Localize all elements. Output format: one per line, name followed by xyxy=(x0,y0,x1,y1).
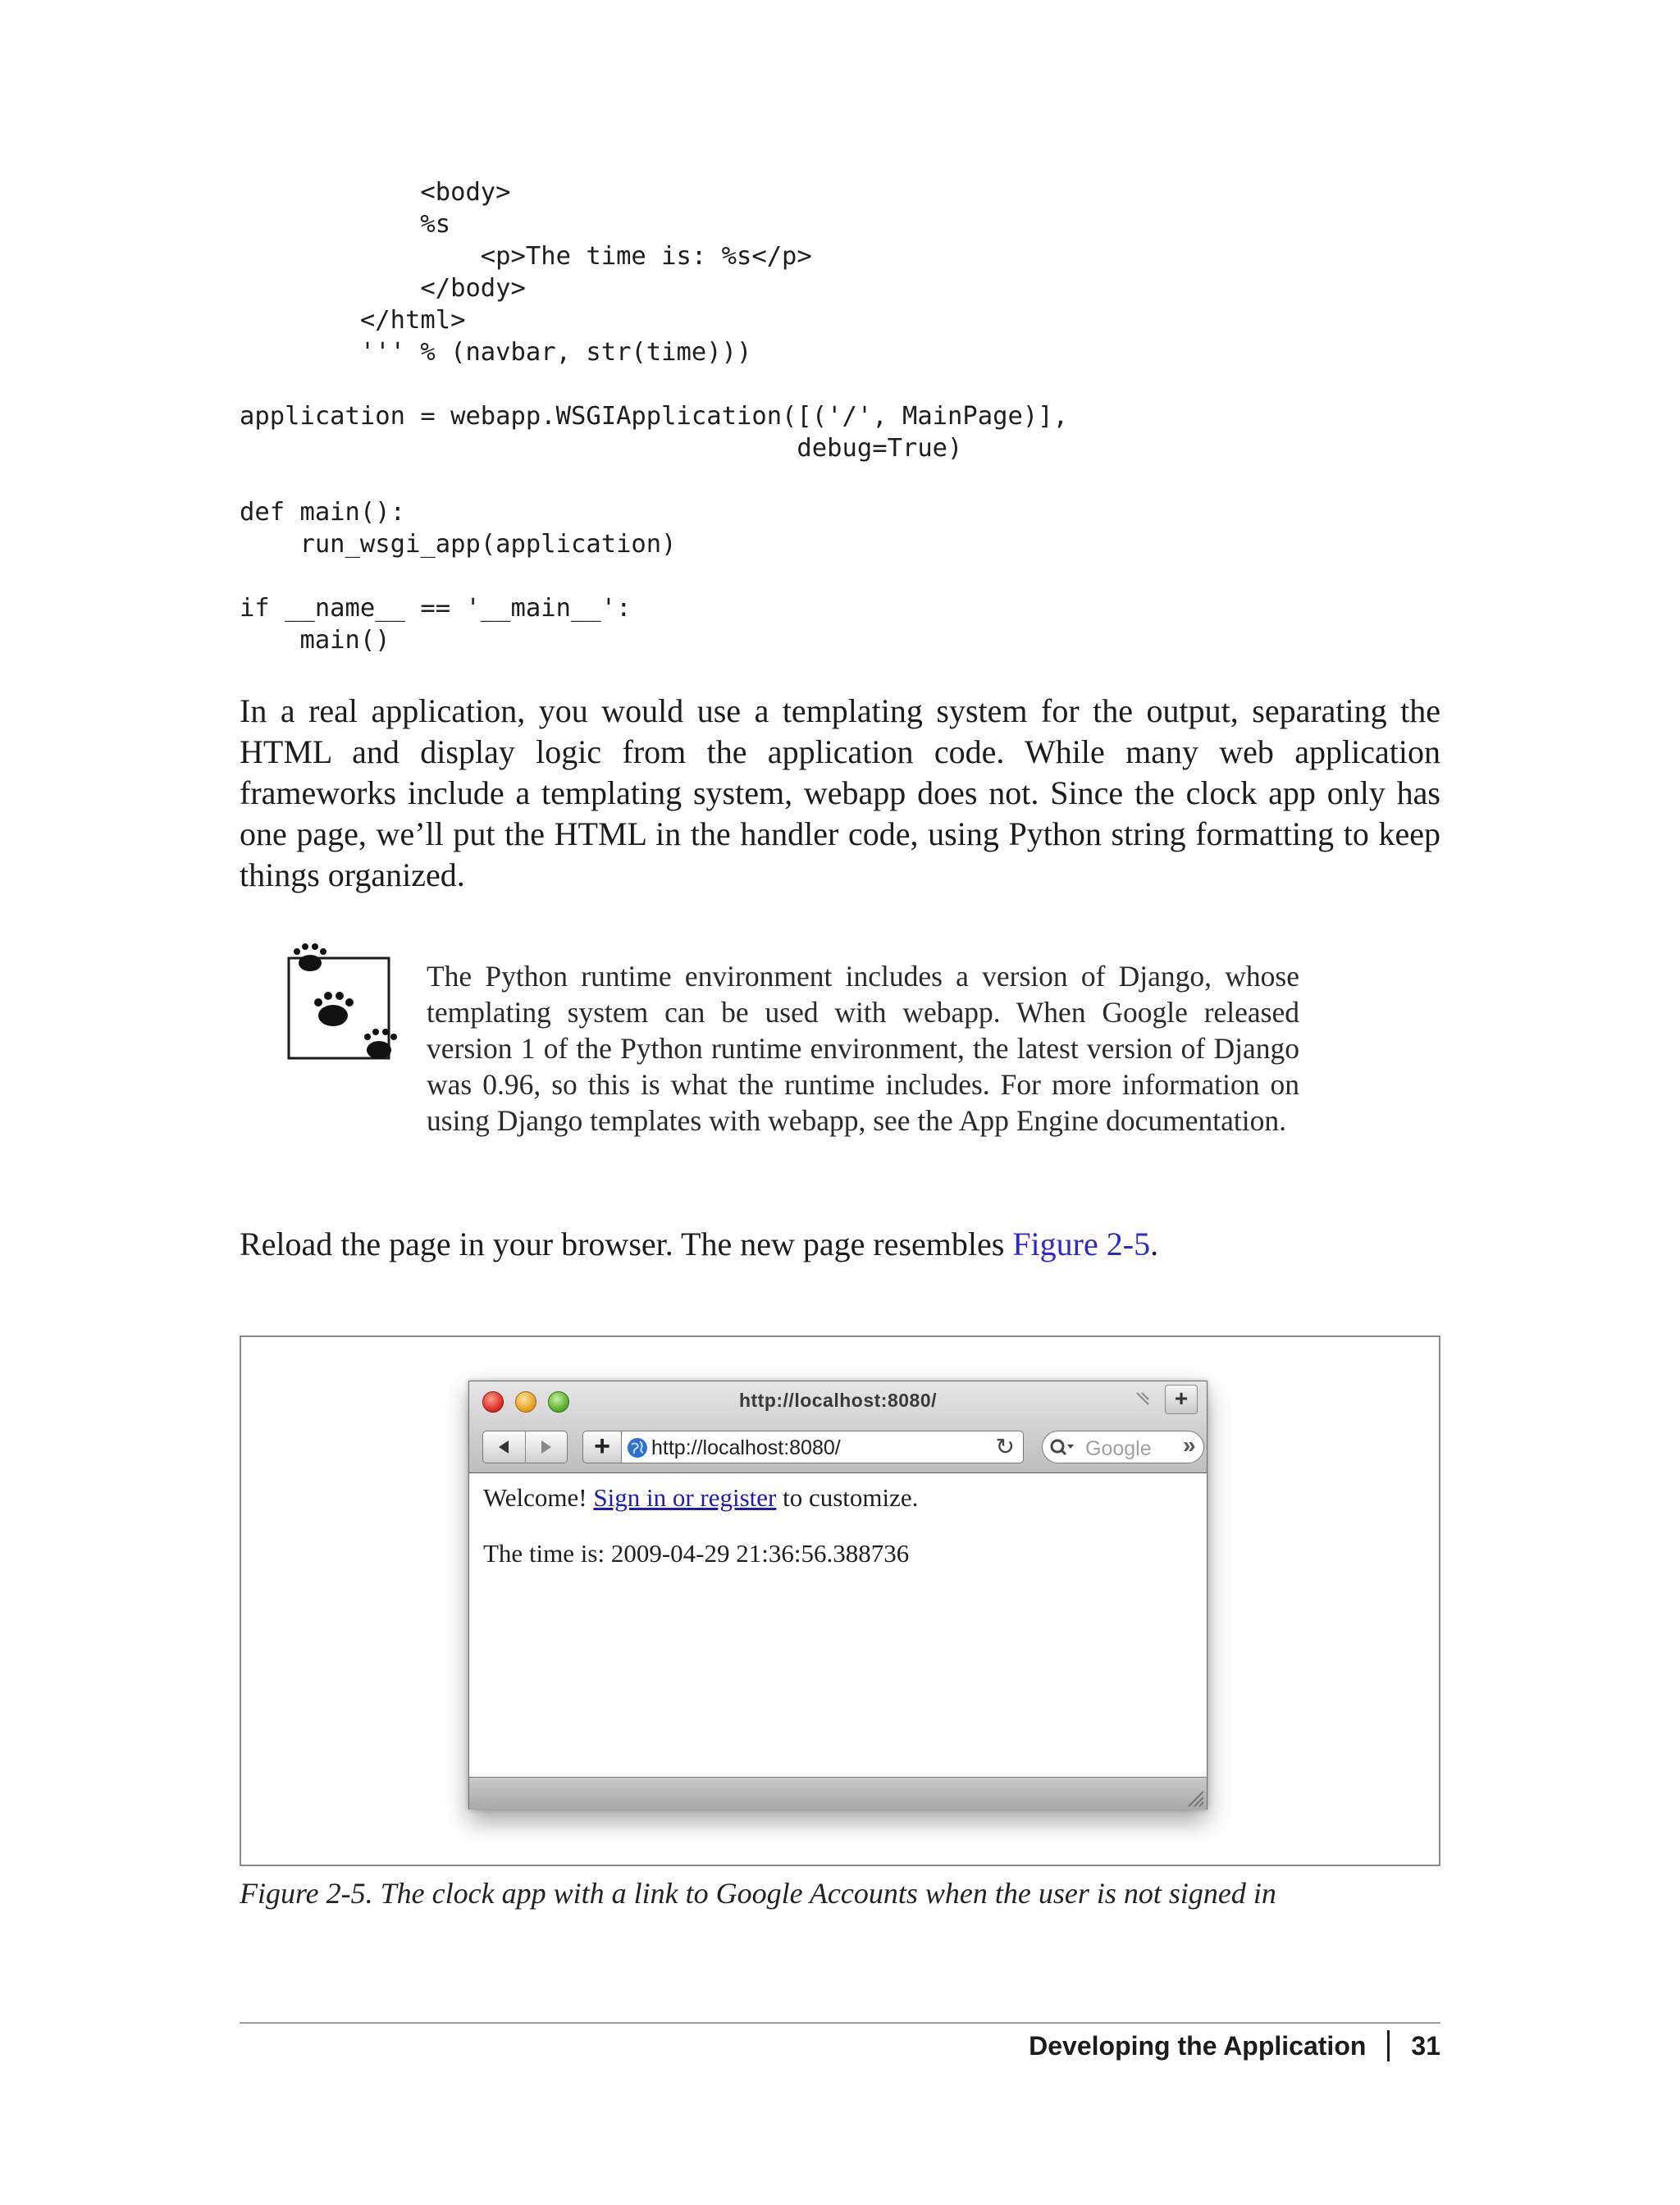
code-line: if __name__ == '__main__': xyxy=(240,594,632,623)
code-line: application = webapp.WSGIApplication([('/', MainPage)], xyxy=(240,402,1068,431)
code-line: def main(): xyxy=(240,498,405,527)
footer-separator xyxy=(1387,2030,1390,2061)
paw-prints-note-icon xyxy=(279,934,423,1083)
body-paragraph xyxy=(240,1224,1440,1265)
resize-grip-icon[interactable] xyxy=(1184,1787,1205,1808)
address-bar[interactable] xyxy=(622,1431,1024,1463)
body-paragraph: In a real application, you would use a templating system for the output, separating the HTML and display logic from the application code. While many web application frameworks include a templating system, webapp does not. Since the clock app only has one page, we’ll put the HTML in the handler code, using Python string formatting to keep things organized. xyxy=(240,692,1440,893)
browser-window xyxy=(468,1381,1208,1810)
code-line: %s xyxy=(240,210,451,239)
code-line: <body> xyxy=(240,178,511,207)
paragraph-text: . xyxy=(1150,1226,1159,1262)
search-placeholder: Google xyxy=(1085,1437,1152,1460)
code-line xyxy=(240,464,1454,496)
sign-in-link[interactable]: Sign in or register xyxy=(593,1483,777,1512)
browser-toolbar xyxy=(469,1381,1207,1473)
footer-divider xyxy=(240,2022,1440,2024)
code-line: </body> xyxy=(240,274,526,303)
code-line: main() xyxy=(240,626,390,655)
add-bookmark-button[interactable]: + xyxy=(582,1431,622,1463)
back-arrow-icon xyxy=(496,1439,511,1455)
code-line xyxy=(240,560,1454,592)
note-text: The Python runtime environment includes a version of Django, whose templating system can be used with webapp. When Google released version 1 of the Python runtime environment, the latest version of Django was 0.96, so this is what the runtime includes. For more information on using Django templates with webapp, see the App Engine documentation. xyxy=(427,960,1299,1137)
status-bar xyxy=(469,1777,1207,1810)
welcome-message xyxy=(483,1483,918,1513)
url-text: http://localhost:8080/ xyxy=(651,1436,841,1459)
search-icon xyxy=(1049,1437,1074,1459)
welcome-prefix: Welcome! xyxy=(483,1483,594,1512)
paragraph-text: Reload the page in your browser. The new page resembles xyxy=(240,1226,1013,1262)
overflow-chevron-icon[interactable]: » xyxy=(1183,1432,1196,1458)
search-input[interactable] xyxy=(1042,1431,1204,1463)
new-tab-button[interactable]: + xyxy=(1165,1385,1198,1414)
code-line xyxy=(240,368,1454,400)
code-line: <p>The time is: %s</p> xyxy=(240,242,812,271)
time-display: The time is: 2009-04-29 21:36:56.388736 xyxy=(483,1539,910,1568)
code-line: debug=True) xyxy=(240,434,963,463)
welcome-suffix: to customize. xyxy=(776,1483,919,1512)
code-line: run_wsgi_app(application) xyxy=(240,530,677,559)
page-number: 31 xyxy=(1411,2030,1440,2061)
browser-content xyxy=(469,1473,1207,1777)
running-footer-section: Developing the Application xyxy=(1029,2030,1367,2061)
forward-button[interactable] xyxy=(525,1431,568,1463)
code-listing xyxy=(240,176,1454,656)
code-line: </html> xyxy=(240,306,466,335)
page-footer xyxy=(1029,2030,1440,2061)
back-forward-buttons xyxy=(482,1431,568,1463)
globe-icon xyxy=(627,1437,648,1459)
figure-caption: Figure 2-5. The clock app with a link to Google Accounts when the user is not signed in xyxy=(240,1877,1276,1910)
figure-reference-link[interactable]: Figure 2-5 xyxy=(1012,1226,1151,1262)
reload-icon[interactable]: ↻ xyxy=(995,1434,1015,1459)
code-line: ''' % (navbar, str(time))) xyxy=(240,338,752,367)
toolbar-toggle-icon[interactable] xyxy=(1134,1390,1152,1408)
forward-arrow-icon xyxy=(539,1439,554,1455)
window-title: http://localhost:8080/ xyxy=(738,1390,938,1411)
back-button[interactable] xyxy=(483,1431,525,1463)
